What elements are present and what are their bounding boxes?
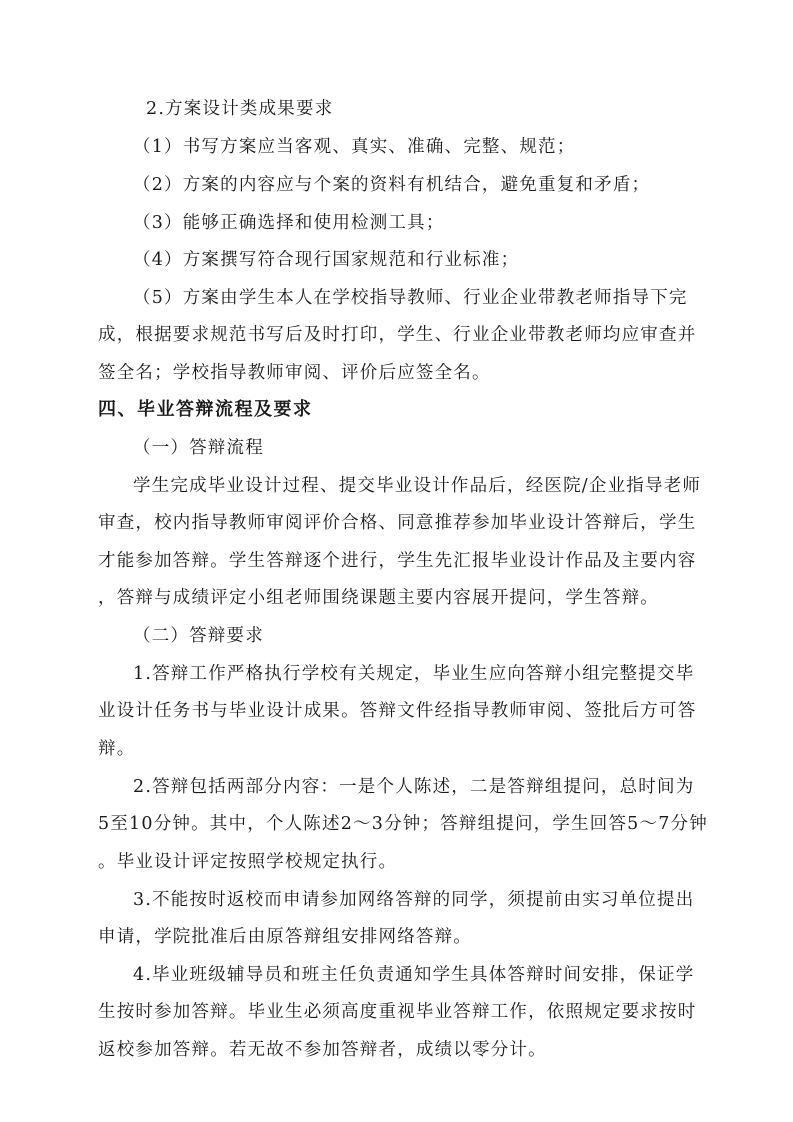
section2-item-5-line-2: 成，根据要求规范书写后及时打印，学生、行业企业带教老师均应审查并 [98,325,697,345]
section2-title: 2.方案设计类成果要求 [146,99,334,119]
req3-line-2: 申请，学院批准后由原答辩组安排网络答辩。 [98,927,472,947]
section2-item-2: （2）方案的内容应与个案的资料有机结合，避免重复和矛盾； [133,175,651,195]
sub1-paragraph-line-4: ，答辩与成绩评定小组老师围绕课题主要内容展开提问，学生答辩。 [98,588,659,608]
section2-item-4: （4）方案撰写符合现行国家规范和行业标准； [133,250,520,270]
sub1-title: （一）答辩流程 [133,438,264,458]
req2-line-2: 5至10分钟。其中，个人陈述2～3分钟；答辩组提问，学生回答5～7分钟 [98,814,708,834]
sub2-title: （二）答辩要求 [133,626,264,646]
req2-line-1: 2.答辩包括两部分内容：一是个人陈述，二是答辩组提问，总时间为 [133,777,695,797]
section2-item-3: （3）能够正确选择和使用检测工具； [133,213,445,233]
req2-line-3: 。毕业设计评定按照学校规定执行。 [98,852,398,872]
sub1-paragraph-line-1: 学生完成毕业设计过程、提交毕业设计作品后，经医院/企业指导老师 [133,476,702,496]
req1-line-3: 辩。 [98,739,136,759]
req4-line-1: 4.毕业班级辅导员和班主任负责通知学生具体答辩时间安排，保证学 [133,965,695,985]
sub1-paragraph-line-3: 才能参加答辩。学生答辩逐个进行，学生先汇报毕业设计作品及主要内容 [98,551,697,571]
req1-line-2: 业设计任务书与毕业设计成果。答辩文件经指导教师审阅、签批后方可答 [98,701,697,721]
req4-line-3: 返校参加答辩。若无故不参加答辩者，成绩以零分计。 [98,1040,547,1060]
section2-item-5-line-3: 签全名；学校指导教师审阅、评价后应签全名。 [98,363,491,383]
req3-line-1: 3.不能按时返校而申请参加网络答辩的同学，须提前由实习单位提出 [133,890,695,910]
req1-line-1: 1.答辩工作严格执行学校有关规定，毕业生应向答辩小组完整提交毕 [133,664,695,684]
section2-item-1: （1）书写方案应当客观、真实、准确、完整、规范； [133,137,576,157]
sub1-paragraph-line-2: 审查，校内指导教师审阅评价合格、同意推荐参加毕业设计答辩后，学生 [98,513,697,533]
section4-heading: 四、毕业答辩流程及要求 [98,399,313,420]
req4-line-2: 生按时参加答辩。毕业生必须高度重视毕业答辩工作，依照规定要求按时 [98,1002,697,1022]
section2-item-5-line-1: （5）方案由学生本人在学校指导教师、行业企业带教老师指导下完 [133,288,688,308]
